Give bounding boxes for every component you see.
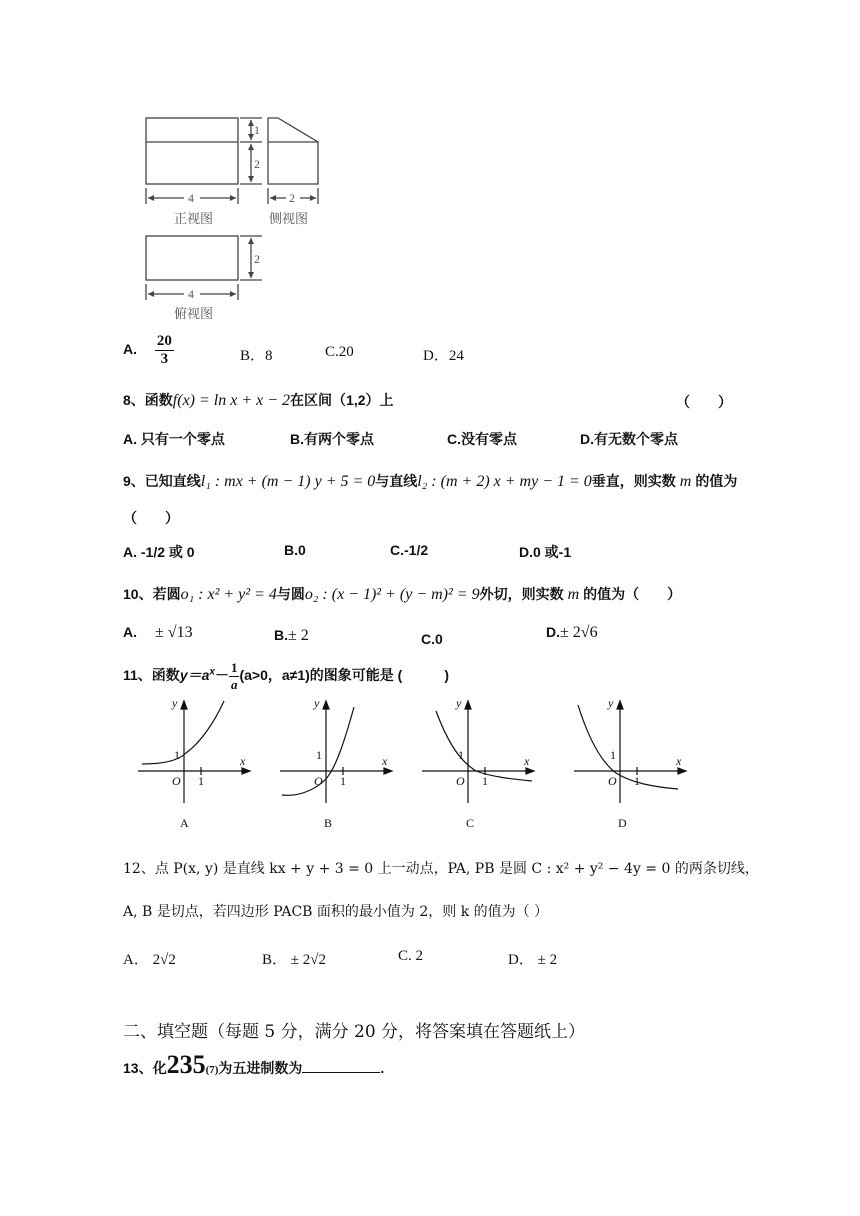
- three-view-drawing: [138, 108, 338, 328]
- dim-side-width: 2: [289, 191, 295, 205]
- svg-text:x: x: [524, 754, 530, 768]
- q12-option-a: A． 2√2: [123, 952, 176, 968]
- side-view: [268, 118, 318, 184]
- q10-circle-o1: o₁ : x² + y² = 4: [180, 586, 277, 603]
- front-view-label: 正视图: [174, 211, 214, 226]
- q8-option-a: A. 只有一个零点: [123, 431, 225, 447]
- svg-text:1: 1: [340, 774, 346, 788]
- q7-option-d: D．24: [423, 348, 464, 364]
- graph-c-label: C: [466, 816, 475, 830]
- q9-option-d: D.0 或-1: [519, 544, 572, 560]
- svg-text:y: y: [456, 696, 462, 710]
- q9-answer-paren: （ ）: [123, 510, 179, 526]
- q12-option-b: B． ± 2√2: [262, 952, 326, 968]
- q8-formula: f(x) = ln x + x − 2: [172, 392, 291, 409]
- q13-answer-blank[interactable]: [302, 1072, 380, 1073]
- svg-text:x: x: [676, 754, 682, 768]
- q10-option-d: D.± 2√6: [546, 624, 598, 641]
- q10-circle-o2: o₂ : (x − 1)² + (y − m)² = 9: [304, 586, 480, 603]
- q7-option-b: B．8: [240, 348, 273, 364]
- graph-b: [280, 701, 392, 803]
- svg-text:O: O: [456, 774, 465, 788]
- q9-option-c: C.-1/2: [390, 542, 429, 558]
- svg-text:1: 1: [610, 748, 616, 762]
- q11-graphs: [128, 693, 698, 833]
- q7-frac-num: 20: [156, 333, 172, 349]
- dim-top-width: 4: [188, 287, 194, 301]
- graph-d: [574, 701, 686, 803]
- graph-a: [138, 701, 250, 803]
- question-11: 11、函数$y=a^x-$ $\frac{1}{a}$ (a>0，a≠1)的图象可能是 ( ): [123, 660, 449, 692]
- q8-option-b: B.有两个零点: [290, 431, 374, 447]
- svg-text:1: 1: [458, 748, 464, 762]
- q10-option-b: B.± 2: [274, 627, 309, 644]
- q8-option-d: D.有无数个零点: [580, 431, 678, 447]
- q10-option-a: A. ± √13: [123, 624, 193, 641]
- q9-option-b: B.0: [284, 542, 306, 558]
- graph-c: [422, 701, 534, 803]
- dim-1: 1: [254, 123, 260, 137]
- svg-text:y: y: [314, 696, 320, 710]
- top-view-label: 俯视图: [174, 306, 214, 321]
- q9-line-l1: l₁ : mx + (m − 1) y + 5 = 0: [200, 473, 376, 490]
- svg-text:O: O: [314, 774, 323, 788]
- question-9: 9、已知直线l₁ : mx + (m − 1) y + 5 = 0与直线l₂ : (m + 2) x + my − 1 = 0垂直，则实数 m 的值为: [123, 473, 738, 490]
- question-12-line-1: 12、点 P(x, y) 是直线 kx + y + 3 = 0 上一动点，PA, PB 是圆 C : x² + y² − 4y = 0 的两条切线，: [123, 861, 759, 877]
- q7-option-c: C.20: [325, 344, 354, 360]
- q12-option-d: D． ± 2: [508, 952, 558, 968]
- graph-d-label: D: [618, 816, 627, 830]
- svg-text:x: x: [240, 754, 246, 768]
- q8-answer-paren: （ ）: [676, 394, 732, 410]
- svg-text:1: 1: [634, 774, 640, 788]
- svg-text:1: 1: [174, 748, 180, 762]
- question-13: 13、化235(7)为五进制数为 .: [123, 1050, 385, 1079]
- graph-a-label: A: [180, 816, 189, 830]
- dim-2: 2: [254, 157, 260, 171]
- graph-b-label: B: [324, 816, 333, 830]
- q7-frac-den: 3: [160, 351, 169, 367]
- svg-text:x: x: [382, 754, 388, 768]
- question-8: 8、函数f(x) = ln x + x − 2在区间（1,2）上: [123, 392, 394, 409]
- q7-option-a: A. $\frac{20}{3}$: [123, 333, 172, 367]
- svg-text:O: O: [172, 774, 181, 788]
- q12-option-c: C. 2: [398, 948, 424, 964]
- question-12-line-2: A, B 是切点，若四边形 PACB 面积的最小值为 2，则 k 的值为（ ）: [123, 904, 549, 920]
- side-view-label: 侧视图: [269, 211, 309, 226]
- svg-text:y: y: [608, 696, 614, 710]
- dim-top-height: 2: [254, 252, 260, 266]
- q9-option-a: A. -1/2 或 0: [123, 544, 195, 560]
- question-10: 10、若圆o₁ : x² + y² = 4与圆o₂ : (x − 1)² + (y − m)² = 9外切，则实数 m 的值为（ ）: [123, 586, 682, 603]
- section-2-title: 二、填空题（每题 5 分，满分 20 分，将答案填在答题纸上）: [123, 1022, 586, 1042]
- front-view: [146, 118, 238, 184]
- svg-text:O: O: [608, 774, 617, 788]
- q8-option-c: C.没有零点: [447, 431, 517, 447]
- dim-4: 4: [188, 191, 194, 205]
- svg-text:y: y: [172, 696, 178, 710]
- top-view: [146, 236, 238, 280]
- svg-text:1: 1: [482, 774, 488, 788]
- q9-line-l2: l₂ : (m + 2) x + my − 1 = 0: [417, 473, 592, 490]
- q10-option-c: C.0: [421, 631, 443, 647]
- svg-text:1: 1: [198, 774, 204, 788]
- svg-text:1: 1: [316, 748, 322, 762]
